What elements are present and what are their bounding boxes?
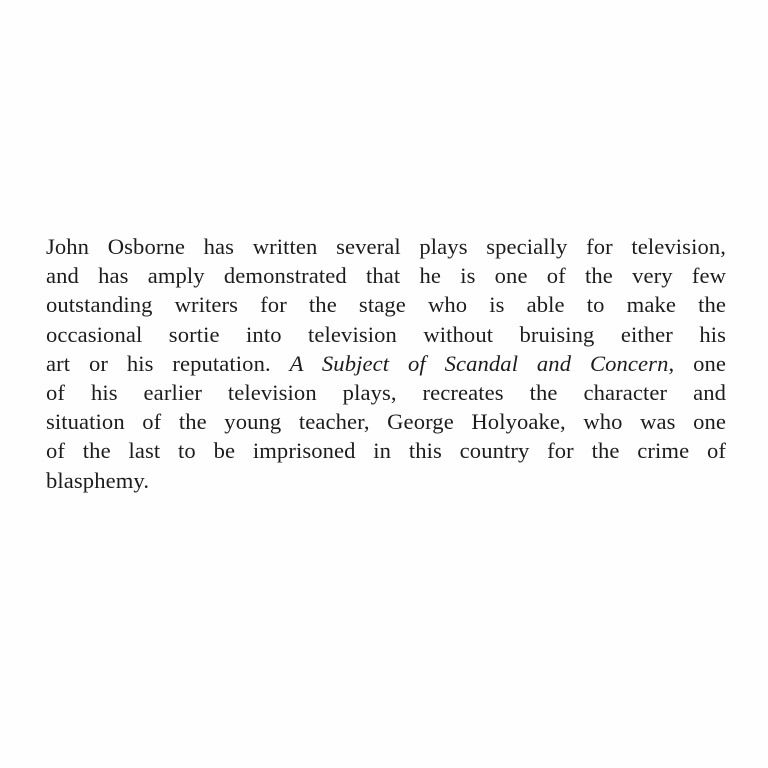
paragraph-line-2: and has amply demonstrated that he is one of the very few [46, 263, 726, 289]
play-title: A Subject of Scandal and Concern [289, 350, 669, 376]
paragraph-line-3: outstanding writers for the stage who is able to make the [46, 292, 726, 318]
paragraph-line-1: John Osborne has written several plays specially for television, [46, 234, 726, 259]
description-paragraph [46, 232, 726, 495]
paragraph-line-5 [46, 349, 726, 378]
line-5-text-after-title: , one [668, 350, 726, 376]
paragraph-line-4: occasional sortie into television without bruising either his [46, 321, 726, 347]
line-5-text-before-title: art or his reputation. [46, 350, 290, 376]
paragraph-line-9: blasphemy. [46, 467, 150, 493]
paragraph-line-7: situation of the young teacher, George Holyoake, who was one [46, 409, 726, 435]
paragraph-line-6: of his earlier television plays, recreates the character and [46, 379, 726, 405]
paragraph-line-8: of the last to be imprisoned in this country for the crime of [46, 438, 726, 464]
